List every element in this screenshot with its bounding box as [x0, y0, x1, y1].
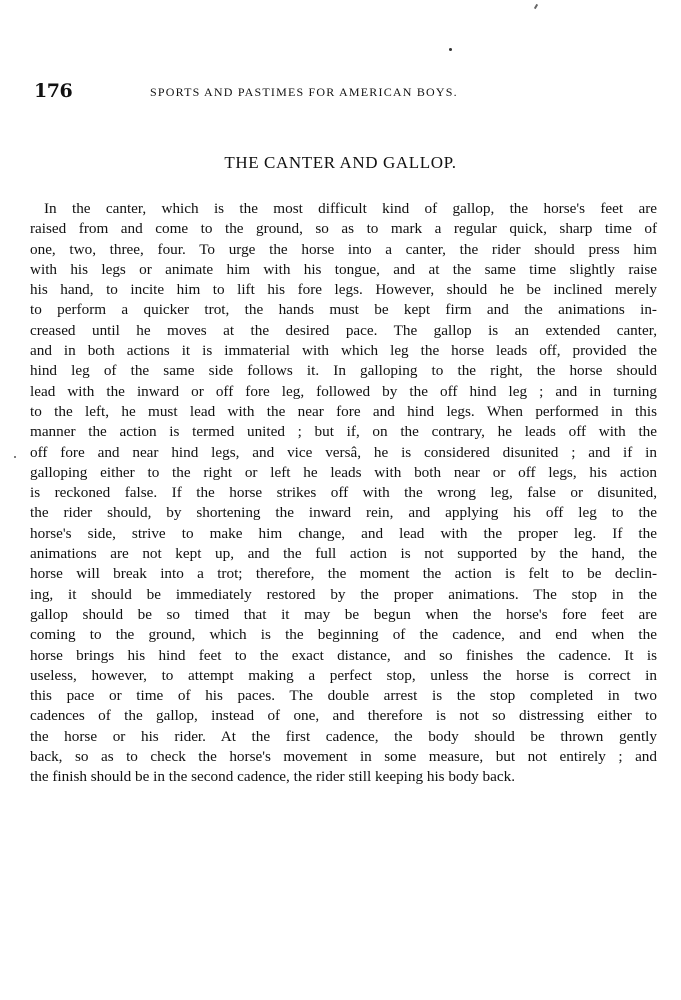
text-line: with his legs or animate him with his tongue, and at the same time slightly raise: [30, 260, 657, 278]
text-line: back, so as to check the horse's movement in some measure, but not entirely ; and: [30, 748, 657, 766]
text-line: his hand, to incite him to lift his fore legs. However, should he be inclined merely: [30, 281, 657, 299]
page-number: 176: [34, 80, 73, 102]
scan-speck-small: [14, 456, 16, 458]
section-title: THE CANTER AND GALLOP.: [224, 153, 457, 172]
text-line: lead with the inward or off fore leg, followed by the off hind leg ; and in turning: [30, 382, 657, 400]
scan-speck: [449, 48, 452, 51]
text-line: animations are not kept up, and the full action is not supported by the hand, the: [30, 545, 657, 563]
text-line: galloping either to the right or left he leads with both near or off legs, his action: [30, 463, 657, 481]
text-line: to perform a quicker trot, the hands must be kept firm and the animations in-: [30, 301, 657, 319]
text-line: to the left, he must lead with the near fore and hind legs. When performed in this: [30, 402, 657, 420]
text-line: cadences of the gallop, instead of one, and therefore is not so distressing either to: [30, 707, 657, 725]
text-line: the horse or his rider. At the first cadence, the body should be thrown gently: [30, 727, 657, 745]
text-line: In the canter, which is the most difficult kind of gallop, the horse's feet are: [44, 200, 657, 217]
text-line: creased until he moves at the desired pace. The gallop is an extended canter,: [30, 321, 657, 339]
text-line: coming to the ground, which is the beginning of the cadence, and end when the: [30, 626, 657, 644]
text-line: one, two, three, four. To urge the horse into a canter, the rider should press him: [30, 240, 657, 258]
text-line: ing, it should be immediately restored by the proper animations. The stop in the: [30, 585, 657, 603]
text-line: the finish should be in the second cadence, the rider still keeping his body back.: [30, 768, 516, 786]
text-line: gallop should be so timed that it may be begun when the horse's fore feet are: [30, 605, 657, 623]
running-head: SPORTS AND PASTIMES FOR AMERICAN BOYS.: [150, 85, 458, 99]
text-line: useless, however, to attempt making a perfect stop, unless the horse is correct in: [30, 666, 657, 684]
text-line: hind leg of the same side follows it. In galloping to the right, the horse should: [30, 362, 657, 380]
text-line: horse will break into a trot; therefore, the moment the action is felt to be declin-: [30, 565, 657, 583]
text-line: off fore and near hind legs, and vice versâ, he is considered disunited ; and if in: [30, 443, 657, 461]
scan-mark: [534, 4, 538, 9]
text-line: raised from and come to the ground, so as to mark a regular quick, sharp time of: [30, 220, 657, 238]
body-paragraph: [30, 199, 657, 788]
text-line: and in both actions it is immaterial with which leg the horse leads off, provided the: [30, 342, 657, 360]
text-line: horse's side, strive to make him change, and lead with the proper leg. If the: [30, 524, 657, 542]
text-line: is reckoned false. If the horse strikes off with the wrong leg, false or disunited,: [30, 484, 657, 502]
text-line: horse brings his hind feet to the exact distance, and so finishes the cadence. It is: [30, 646, 657, 664]
text-line: the rider should, by shortening the inward rein, and applying his off leg to the: [30, 504, 657, 522]
text-line: this pace or time of his paces. The double arrest is the stop completed in two: [30, 687, 657, 705]
text-line: manner the action is termed united ; but if, on the contrary, he leads off with the: [30, 423, 657, 441]
